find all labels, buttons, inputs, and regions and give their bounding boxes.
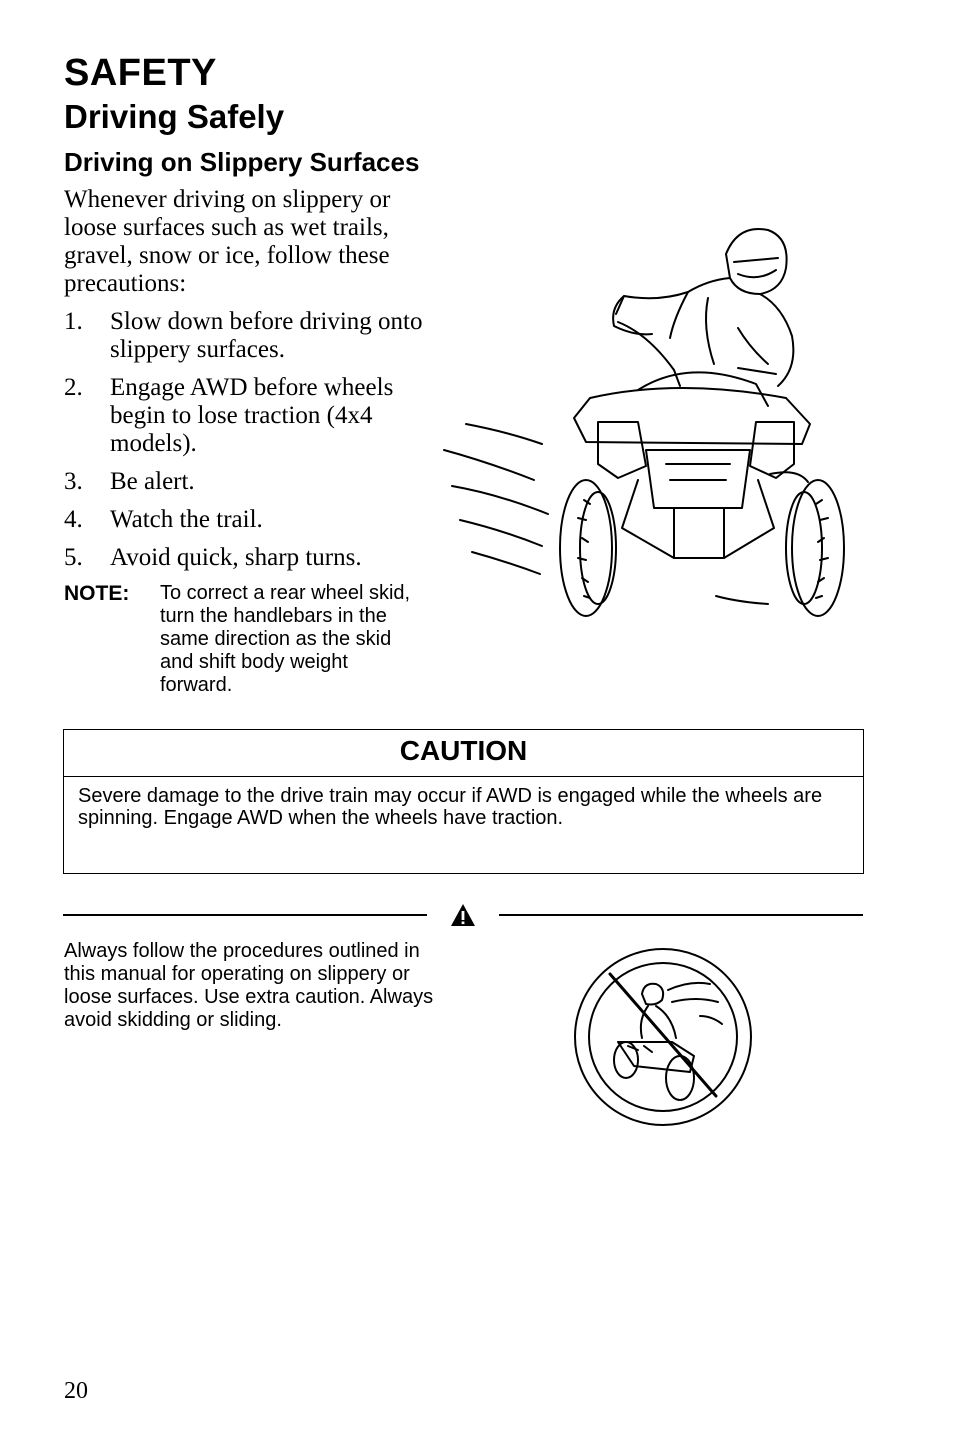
rule-line-right	[499, 914, 863, 916]
list-number: 2.	[64, 374, 83, 401]
list-number: 1.	[64, 308, 83, 335]
list-item	[64, 506, 434, 534]
rule-line-left	[63, 914, 427, 916]
warning-triangle-icon	[450, 903, 476, 927]
intro-paragraph: Whenever driving on slippery or loose surfaces such as wet trails, gravel, snow or ice, follow these precautions:	[64, 186, 391, 297]
list-text: Be alert.	[110, 468, 195, 495]
page-number: 20	[64, 1378, 88, 1404]
list-text: Watch the trail.	[110, 506, 263, 533]
atv-rider-illustration	[438, 218, 858, 624]
list-text: Slow down before driving onto slippery surfaces.	[110, 308, 423, 363]
list-number: 4.	[64, 506, 83, 533]
list-text: Avoid quick, sharp turns.	[110, 544, 362, 571]
note-label: NOTE:	[64, 582, 130, 605]
list-text: Engage AWD before wheels begin to lose traction (4x4 models).	[110, 374, 394, 457]
list-number: 5.	[64, 544, 83, 571]
caution-text: Severe damage to the drive train may occur if AWD is engaged while the wheels are spinning. Engage AWD when the wheels have traction.	[78, 785, 823, 829]
note-text: To correct a rear wheel skid, turn the handlebars in the same direction as the skid and shift body weight forward.	[160, 582, 411, 696]
caution-heading: CAUTION	[64, 730, 863, 777]
list-item	[64, 374, 434, 458]
warning-text: Always follow the procedures outlined in this manual for operating on slippery or loose surfaces. Use extra caution. Always avoid skidding or sliding.	[64, 940, 434, 1031]
list-item	[64, 468, 434, 496]
list-item	[64, 308, 434, 364]
warning-rule	[63, 903, 863, 927]
section-title: SAFETY	[64, 52, 217, 94]
subsection-title: Driving on Slippery Surfaces	[64, 147, 420, 177]
caution-box	[63, 729, 864, 874]
list-number: 3.	[64, 468, 83, 495]
page-title: Driving Safely	[64, 98, 285, 135]
list-item	[64, 544, 434, 572]
precautions-list	[64, 308, 434, 582]
no-skidding-sign	[572, 946, 754, 1128]
note-block	[64, 582, 444, 697]
